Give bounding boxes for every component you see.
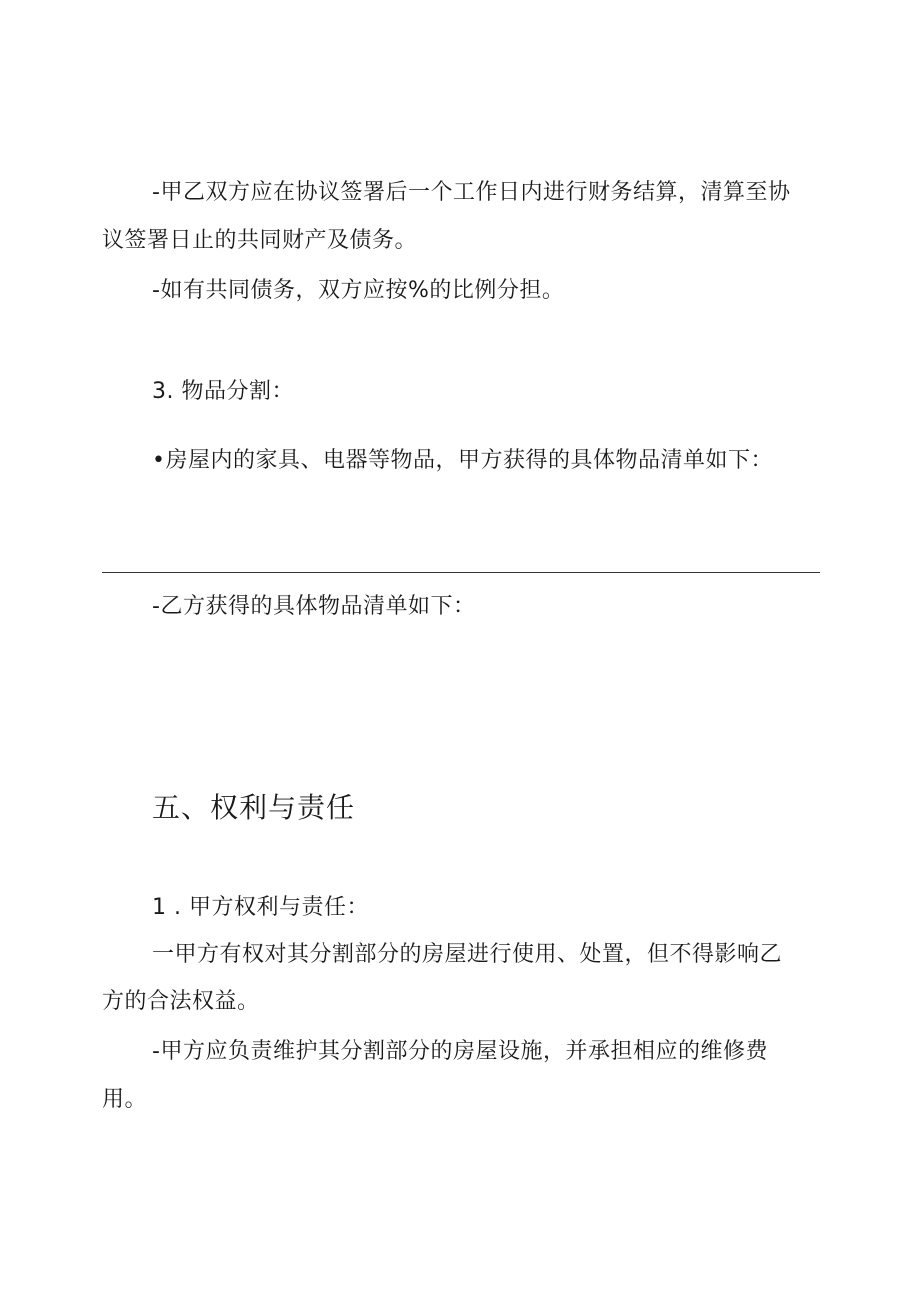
finance-settlement-line-2: 议签署日止的共同财产及债务。	[102, 228, 418, 253]
party-b-items-line: -乙方获得的具体物品清单如下：	[152, 594, 476, 619]
item-division-title: 3. 物品分割：	[152, 379, 294, 404]
party-a-rights-title: 1 . 甲方权利与责任：	[152, 895, 369, 920]
party-a-rights-p2-line-1: -甲方应负责维护其分割部分的房屋设施，并承担相应的维修费	[152, 1039, 768, 1064]
finance-settlement-line-1: -甲乙双方应在协议签署后一个工作日内进行财务结算，清算至协	[152, 180, 791, 205]
party-a-rights-p1-line-2: 方的合法权益。	[102, 989, 260, 1014]
items-list-underline	[102, 572, 820, 573]
shared-debt-line: -如有共同债务，双方应按%的比例分担。	[152, 278, 565, 303]
section-heading-rights-responsibilities: 五、权利与责任	[152, 791, 356, 824]
party-a-rights-p2-line-2: 用。	[102, 1087, 148, 1112]
party-a-items-line: •房屋内的家具、电器等物品，甲方获得的具体物品清单如下：	[152, 448, 773, 473]
party-a-rights-p1-line-1: 一甲方有权对其分割部分的房屋进行使用、处置，但不得影响乙	[152, 942, 783, 967]
